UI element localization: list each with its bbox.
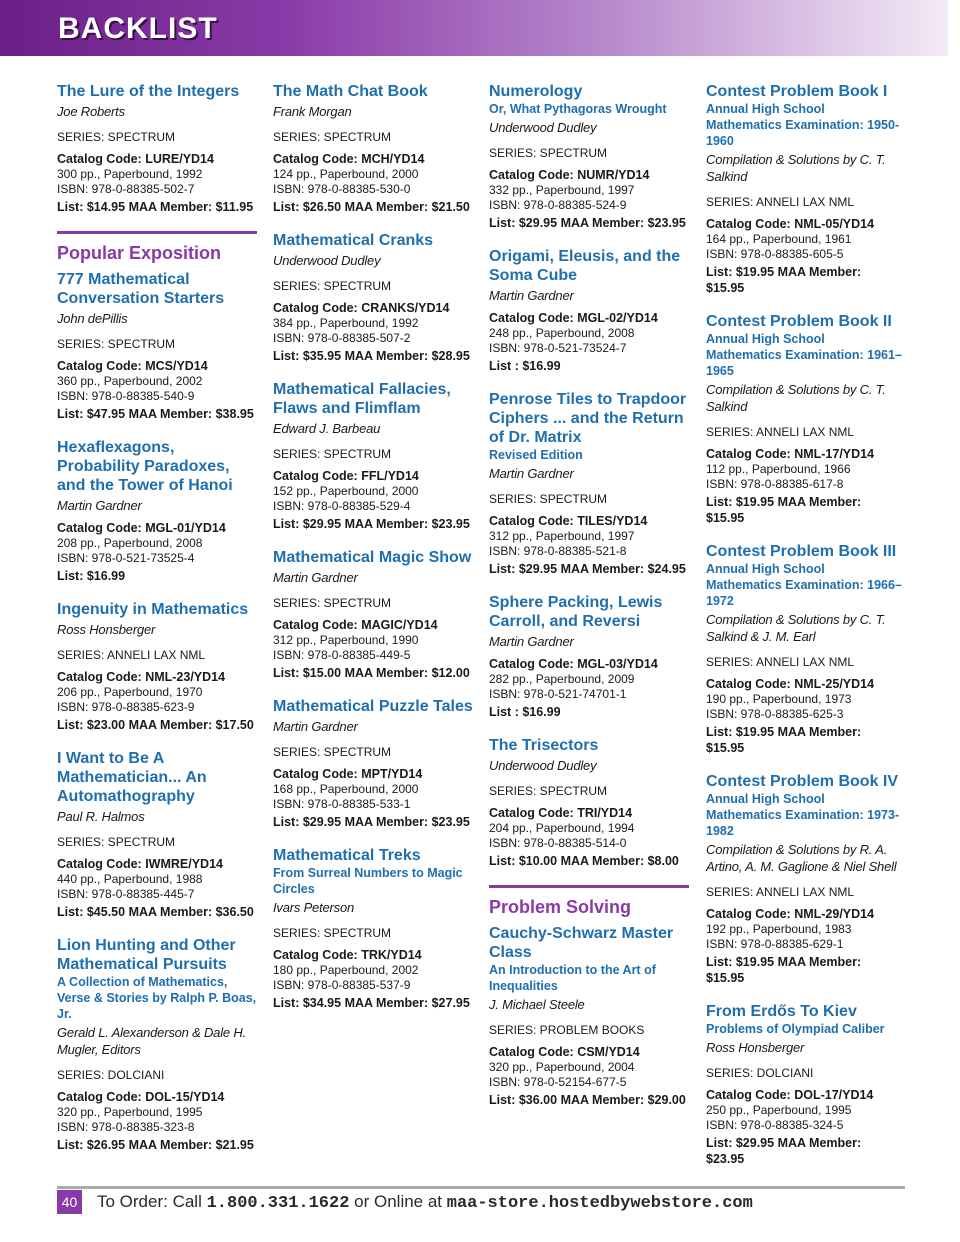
book-series: SERIES: SPECTRUM [273,926,392,940]
book-entry [273,548,473,681]
book-author: Martin Gardner [489,288,574,303]
book-isbn: ISBN: 978-0-88385-623-9 [57,700,195,714]
catalog-code: Catalog Code: CSM/YD14 [489,1045,640,1059]
book-title[interactable]: Contest Problem Book IV [706,773,899,790]
book-price: List: $23.00 MAA Member: $17.50 [57,718,254,732]
catalog-code: Catalog Code: NML-17/YD14 [706,447,875,461]
catalog-code: Catalog Code: MCS/YD14 [57,359,208,373]
book-subtitle: From Surreal Numbers to Magic Circles [273,866,463,896]
book-title[interactable]: Mathematical Fallacies, Flaws and Flimflam [273,381,451,417]
book-price: List : $16.99 [489,359,561,373]
book-isbn: ISBN: 978-0-52154-677-5 [489,1075,627,1089]
book-details: 208 pp., Paperbound, 2008 [57,536,203,550]
book-entry [273,846,473,1011]
book-series: SERIES: DOLCIANI [706,1066,814,1080]
book-series: SERIES: ANNELI LAX NML [706,655,855,669]
order-prefix: To Order: Call [97,1192,207,1211]
book-author: Martin Gardner [57,498,142,513]
book-title[interactable]: Mathematical Magic Show [273,549,472,566]
book-entry [489,924,689,1108]
book-isbn: ISBN: 978-0-88385-514-0 [489,836,627,850]
book-isbn: ISBN: 978-0-88385-507-2 [273,331,411,345]
book-details: 248 pp., Paperbound, 2008 [489,326,635,340]
catalog-code: Catalog Code: NUMR/YD14 [489,168,650,182]
section-rule [489,885,689,888]
book-title[interactable]: The Math Chat Book [273,83,428,100]
book-title[interactable]: Origami, Eleusis, and the Soma Cube [489,248,681,284]
book-entry [273,380,473,532]
book-author: Edward J. Barbeau [273,421,381,436]
book-entry [706,82,902,296]
catalog-code: Catalog Code: LURE/YD14 [57,152,214,166]
catalog-code: Catalog Code: MPT/YD14 [273,767,423,781]
book-details: 112 pp., Paperbound, 1966 [706,462,851,476]
book-price: List: $29.95 MAA Member: $23.95 [273,517,470,531]
catalog-column-3 [489,82,689,1124]
book-subtitle: Annual High School Mathematics Examination: 1973-1982 [706,792,900,838]
book-price: List : $16.99 [489,705,561,719]
book-price: List: $19.95 MAA Member: $15.95 [706,955,862,985]
book-details: 204 pp., Paperbound, 1994 [489,821,635,835]
catalog-code: Catalog Code: NML-05/YD14 [706,217,875,231]
catalog-code: Catalog Code: MAGIC/YD14 [273,618,438,632]
book-author: Martin Gardner [489,466,574,481]
book-series: SERIES: SPECTRUM [273,279,392,293]
book-author: Compilation & Solutions by C. T. Salkind [706,152,886,184]
book-series: SERIES: ANNELI LAX NML [706,195,855,209]
book-author: Compilation & Solutions by C. T. Salkind & J. M. Earl [706,612,886,644]
book-details: 332 pp., Paperbound, 1997 [489,183,635,197]
book-author: Martin Gardner [273,570,358,585]
book-series: SERIES: SPECTRUM [273,745,392,759]
book-details: 282 pp., Paperbound, 2009 [489,672,635,686]
catalog-column-2 [273,82,473,1027]
book-series: SERIES: SPECTRUM [57,130,176,144]
book-price: List: $29.95 MAA Member: $24.95 [489,562,686,576]
book-series: SERIES: ANNELI LAX NML [706,425,855,439]
book-details: 190 pp., Paperbound, 1973 [706,692,852,706]
book-isbn: ISBN: 978-0-88385-540-9 [57,389,195,403]
book-series: SERIES: SPECTRUM [57,835,176,849]
book-details: 360 pp., Paperbound, 2002 [57,374,203,388]
book-title[interactable]: Mathematical Treks [273,847,421,864]
book-details: 180 pp., Paperbound, 2002 [273,963,419,977]
catalog-code: Catalog Code: NML-29/YD14 [706,907,875,921]
book-author: Ross Honsberger [706,1040,805,1055]
book-title[interactable]: Lion Hunting and Other Mathematical Pursuits [57,937,236,973]
book-details: 320 pp., Paperbound, 1995 [57,1105,203,1119]
book-details: 124 pp., Paperbound, 2000 [273,167,419,181]
book-title[interactable]: I Want to Be A Mathematician... An Automathography [57,750,207,805]
book-series: SERIES: SPECTRUM [489,492,608,506]
book-isbn: ISBN: 978-0-88385-533-1 [273,797,411,811]
catalog-code: Catalog Code: MGL-03/YD14 [489,657,658,671]
book-price: List: $29.95 MAA Member: $23.95 [706,1136,862,1166]
book-isbn: ISBN: 978-0-88385-323-8 [57,1120,195,1134]
book-entry [706,772,902,986]
book-subtitle: An Introduction to the Art of Inequalities [489,963,656,993]
book-series: SERIES: SPECTRUM [489,146,608,160]
book-isbn: ISBN: 978-0-88385-449-5 [273,648,411,662]
book-author: Martin Gardner [489,634,574,649]
book-title[interactable]: Numerology [489,83,583,100]
book-details: 312 pp., Paperbound, 1990 [273,633,419,647]
store-link[interactable]: maa-store.hostedbywebstore.com [446,1194,753,1213]
book-details: 192 pp., Paperbound, 1983 [706,922,852,936]
catalog-code: Catalog Code: DOL-15/YD14 [57,1090,225,1104]
book-details: 250 pp., Paperbound, 1995 [706,1103,852,1117]
book-entry [489,390,689,577]
page-number: 40 [57,1190,82,1214]
book-author: Underwood Dudley [489,758,597,773]
book-isbn: ISBN: 978-0-521-73525-4 [57,551,195,565]
catalog-code: Catalog Code: FFL/YD14 [273,469,419,483]
book-series: SERIES: SPECTRUM [489,784,608,798]
book-series: SERIES: SPECTRUM [273,447,392,461]
catalog-code: Catalog Code: CRANKS/YD14 [273,301,450,315]
book-entry [57,600,257,733]
book-title[interactable]: Mathematical Puzzle Tales [273,698,473,715]
book-title[interactable]: Contest Problem Book II [706,313,892,330]
book-price: List: $45.50 MAA Member: $36.50 [57,905,254,919]
book-series: SERIES: SPECTRUM [273,596,392,610]
book-isbn: ISBN: 978-0-88385-529-4 [273,499,411,513]
section-title: Popular Exposition [57,243,222,263]
book-author: Gerald L. Alexanderson & Dale H. Mugler, Editors [57,1025,246,1057]
catalog-code: Catalog Code: IWMRE/YD14 [57,857,223,871]
book-price: List: $34.95 MAA Member: $27.95 [273,996,470,1010]
catalog-code: Catalog Code: MGL-01/YD14 [57,521,226,535]
book-title[interactable]: The Trisectors [489,737,599,754]
book-title[interactable]: Contest Problem Book III [706,543,897,560]
book-series: SERIES: PROBLEM BOOKS [489,1023,645,1037]
book-author: Frank Morgan [273,104,352,119]
book-price: List: $19.95 MAA Member: $15.95 [706,495,862,525]
book-author: Ivars Peterson [273,900,355,915]
book-title[interactable]: Contest Problem Book I [706,83,888,100]
section-header [57,231,257,264]
catalog-code: Catalog Code: NML-25/YD14 [706,677,875,691]
book-title[interactable]: Cauchy-Schwarz Master Class [489,925,674,961]
book-isbn: ISBN: 978-0-88385-605-5 [706,247,844,261]
book-author: Underwood Dudley [273,253,381,268]
book-isbn: ISBN: 978-0-88385-524-9 [489,198,627,212]
book-isbn: ISBN: 978-0-88385-530-0 [273,182,411,196]
book-price: List: $35.95 MAA Member: $28.95 [273,349,470,363]
catalog-column-4 [706,82,902,1183]
book-title[interactable]: Penrose Tiles to Trapdoor Ciphers ... and the Return of Dr. Matrix [489,391,687,446]
book-subtitle: Annual High School Mathematics Examination: 1961–1965 [706,332,902,378]
book-author: J. Michael Steele [489,997,585,1012]
book-subtitle: Problems of Olympiad Caliber [706,1022,885,1036]
book-isbn: ISBN: 978-0-521-74701-1 [489,687,627,701]
book-title[interactable]: Hexaflexagons, Probability Paradoxes, and the Tower of Hanoi [57,439,233,494]
book-series: SERIES: SPECTRUM [273,130,392,144]
book-details: 152 pp., Paperbound, 2000 [273,484,419,498]
book-isbn: ISBN: 978-0-88385-617-8 [706,477,844,491]
book-author: John dePillis [57,311,128,326]
book-title[interactable]: Sphere Packing, Lewis Carroll, and Reversi [489,594,663,630]
catalog-column-1 [57,82,257,1169]
book-details: 440 pp., Paperbound, 1988 [57,872,203,886]
section-title: Problem Solving [489,897,632,917]
book-author: Ross Honsberger [57,622,156,637]
book-entry [57,749,257,920]
book-title[interactable]: The Lure of the Integers [57,83,240,100]
book-details: 384 pp., Paperbound, 1992 [273,316,419,330]
book-series: SERIES: SPECTRUM [57,337,176,351]
book-entry [706,312,902,526]
book-isbn: ISBN: 978-0-88385-502-7 [57,182,195,196]
book-price: List: $47.95 MAA Member: $38.95 [57,407,254,421]
catalog-code: Catalog Code: MCH/YD14 [273,152,425,166]
book-price: List: $19.95 MAA Member: $15.95 [706,725,862,755]
catalog-code: Catalog Code: TRK/YD14 [273,948,422,962]
book-details: 168 pp., Paperbound, 2000 [273,782,419,796]
book-series: SERIES: ANNELI LAX NML [57,648,206,662]
book-price: List: $26.95 MAA Member: $21.95 [57,1138,254,1152]
book-subtitle: Annual High School Mathematics Examination: 1966–1972 [706,562,902,608]
book-isbn: ISBN: 978-0-88385-625-3 [706,707,844,721]
catalog-code: Catalog Code: DOL-17/YD14 [706,1088,874,1102]
book-details: 164 pp., Paperbound, 1961 [706,232,852,246]
book-entry [489,247,689,374]
book-series: SERIES: ANNELI LAX NML [706,885,855,899]
book-isbn: ISBN: 978-0-88385-324-5 [706,1118,844,1132]
book-entry [57,270,257,422]
book-author: Compilation & Solutions by C. T. Salkind [706,382,886,414]
book-series: SERIES: DOLCIANI [57,1068,165,1082]
order-line [97,1191,753,1215]
phone-number[interactable]: 1.800.331.1622 [206,1194,350,1213]
book-entry [273,82,473,215]
book-details: 300 pp., Paperbound, 1992 [57,167,203,181]
book-price: List: $29.95 MAA Member: $23.95 [489,216,686,230]
book-price: List: $14.95 MAA Member: $11.95 [57,200,254,214]
book-entry [489,736,689,869]
book-title[interactable]: From Erdős To Kiev [706,1003,857,1020]
book-isbn: ISBN: 978-0-521-73524-7 [489,341,627,355]
book-entry [57,438,257,584]
book-entry [57,82,257,215]
book-author: Paul R. Halmos [57,809,145,824]
book-price: List: $15.00 MAA Member: $12.00 [273,666,470,680]
book-subtitle: A Collection of Mathematics, Verse & Stories by Ralph P. Boas, Jr. [57,975,257,1021]
footer-divider [57,1186,905,1189]
book-author: Underwood Dudley [489,120,597,135]
book-entry [489,82,689,231]
book-price: List: $16.99 [57,569,126,583]
book-entry [273,231,473,364]
book-isbn: ISBN: 978-0-88385-537-9 [273,978,411,992]
book-price: List: $36.00 MAA Member: $29.00 [489,1093,686,1107]
book-details: 320 pp., Paperbound, 2004 [489,1060,635,1074]
book-price: List: $26.50 MAA Member: $21.50 [273,200,470,214]
catalog-code: Catalog Code: MGL-02/YD14 [489,311,658,325]
catalog-code: Catalog Code: TILES/YD14 [489,514,648,528]
book-isbn: ISBN: 978-0-88385-521-8 [489,544,627,558]
book-entry [706,542,902,756]
book-subtitle: Revised Edition [489,448,583,462]
book-author: Joe Roberts [57,104,125,119]
book-details: 312 pp., Paperbound, 1997 [489,529,635,543]
section-header [489,885,689,918]
book-entry [273,697,473,830]
book-subtitle: Annual High School Mathematics Examination: 1950-1960 [706,102,900,148]
book-price: List: $19.95 MAA Member: $15.95 [706,265,862,295]
book-entry [706,1002,902,1167]
section-rule [57,231,257,234]
book-title[interactable]: Mathematical Cranks [273,232,434,249]
book-title[interactable]: Ingenuity in Mathematics [57,601,249,618]
book-isbn: ISBN: 978-0-88385-445-7 [57,887,195,901]
catalog-code: Catalog Code: NML-23/YD14 [57,670,226,684]
book-entry [57,936,257,1153]
book-author: Compilation & Solutions by R. A. Artino, A. M. Gaglione & Niel Shell [706,842,897,874]
book-subtitle: Or, What Pythagoras Wrought [489,102,667,116]
book-entry [489,593,689,720]
book-details: 206 pp., Paperbound, 1970 [57,685,203,699]
catalog-code: Catalog Code: TRI/YD14 [489,806,633,820]
book-price: List: $10.00 MAA Member: $8.00 [489,854,679,868]
book-price: List: $29.95 MAA Member: $23.95 [273,815,470,829]
book-isbn: ISBN: 978-0-88385-629-1 [706,937,844,951]
page-title: BACKLIST [58,12,218,45]
header-banner [0,0,948,56]
order-mid: or Online at [349,1192,447,1211]
book-title[interactable]: 777 Mathematical Conversation Starters [57,271,225,307]
book-author: Martin Gardner [273,719,358,734]
